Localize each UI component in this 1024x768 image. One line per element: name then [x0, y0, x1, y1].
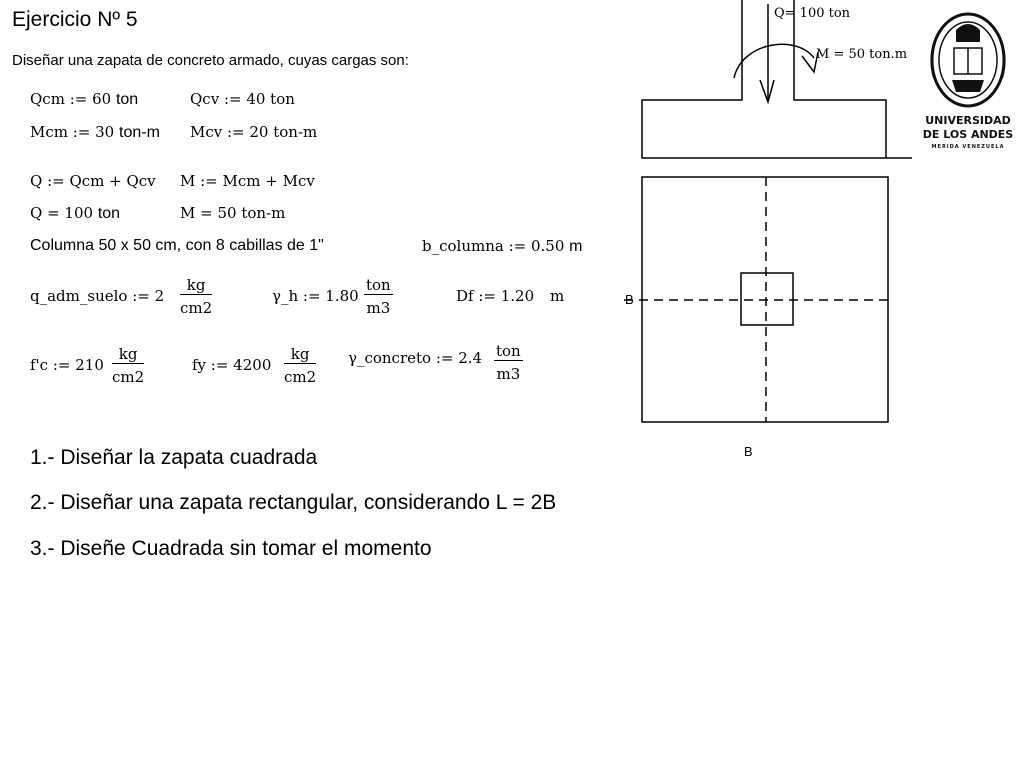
frac-fy-num: kg — [284, 345, 316, 364]
dimension-label-bottom: B — [744, 444, 753, 459]
frac-gamma-h-num: ton — [366, 276, 391, 294]
eq-gamma-c: γ_concreto := 2.4 — [348, 349, 483, 367]
eq-q-def: Q := Qcm + Qcv — [30, 172, 156, 190]
eq-qcm-text: Qcm := 60 — [30, 90, 112, 108]
eq-b-columna — [422, 237, 583, 256]
eq-df-unit: m — [550, 287, 565, 305]
frac-fy — [284, 345, 316, 386]
eq-b-columna-unit: m — [569, 238, 583, 255]
frac-fc-num: kg — [112, 345, 144, 364]
task-2: 2.- Diseñar una zapata rectangular, considerando L = 2B — [30, 491, 557, 514]
frac-fy-den: cm2 — [284, 368, 317, 386]
moment-arc — [734, 44, 814, 78]
logo-text-line1: UNIVERSIDAD — [925, 114, 1011, 127]
logo-text-line3: MERIDA VENEZUELA — [931, 144, 1005, 150]
frac-gamma-h — [364, 276, 393, 317]
eq-mcv: Mcv := 20 ton-m — [190, 123, 318, 141]
load-arrow-head — [760, 80, 774, 102]
eq-q-val-unit: ton — [97, 205, 121, 222]
eq-q-val — [30, 204, 120, 223]
university-seal-icon — [918, 8, 1018, 112]
eq-q-adm: q_adm_suelo := 2 — [30, 287, 165, 305]
page-title: Ejercicio Nº 5 — [12, 8, 138, 31]
frac-q-adm — [180, 276, 212, 317]
eq-mcm-text: Mcm := 30 — [30, 123, 115, 141]
moment-label: M = 50 ton.m — [816, 47, 908, 62]
eq-columna: Columna 50 x 50 cm, con 8 cabillas de 1" — [30, 237, 324, 254]
page-subtitle: Diseñar una zapata de concreto armado, cuyas cargas son: — [12, 52, 409, 69]
eq-mcm-unit: ton-m — [119, 124, 160, 141]
frac-gamma-h-den: m3 — [366, 299, 391, 317]
eq-qcm-unit: ton — [115, 91, 139, 108]
frac-gamma-c-den: m3 — [496, 365, 521, 383]
frac-fc-den: cm2 — [112, 368, 145, 386]
frac-fc — [112, 345, 144, 386]
eq-m-val: M = 50 ton-m — [180, 204, 286, 222]
eq-fy: fy := 4200 — [192, 356, 272, 374]
task-1: 1.- Diseñar la zapata cuadrada — [30, 446, 318, 469]
footing-diagram — [600, 0, 918, 470]
eq-gamma-h: γ_h := 1.80 — [272, 287, 359, 305]
dimension-label-left: B — [625, 292, 634, 307]
load-label: Q= 100 ton — [774, 6, 851, 21]
frac-gamma-c — [494, 342, 523, 383]
logo-text-line2: DE LOS ANDES — [922, 128, 1014, 141]
footing-elevation — [642, 0, 912, 158]
frac-gamma-c-num: ton — [496, 342, 521, 360]
eq-qcm — [30, 90, 138, 109]
eq-mcm — [30, 123, 160, 142]
column-plan — [741, 273, 793, 325]
eq-fc: f'c := 210 — [30, 356, 104, 374]
frac-q-adm-num: kg — [180, 276, 212, 295]
task-3: 3.- Diseñe Cuadrada sin tomar el momento — [30, 537, 432, 560]
frac-q-adm-den: cm2 — [180, 299, 213, 317]
eq-m-def: M := Mcm + Mcv — [180, 172, 315, 190]
eq-df: Df := 1.20 — [456, 287, 535, 305]
eq-q-val-text: Q = 100 — [30, 204, 94, 222]
eq-b-columna-text: b_columna := 0.50 — [422, 237, 565, 255]
university-logo — [918, 8, 1018, 158]
eq-qcv: Qcv := 40 ton — [190, 90, 295, 108]
